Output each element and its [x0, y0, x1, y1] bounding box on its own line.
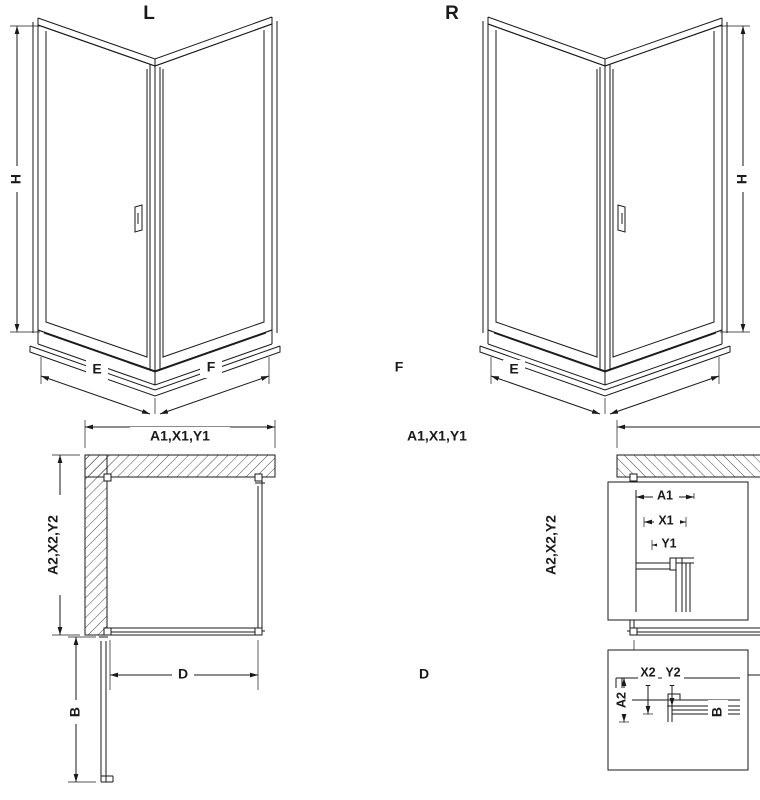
door-handle-left	[135, 205, 142, 232]
label-E-left: E	[92, 360, 102, 377]
label-A1X1Y1-left: A1,X1,Y1	[150, 427, 210, 444]
bottom-left-plan-view	[52, 420, 275, 782]
door-handle-right	[618, 205, 625, 232]
label-B-left: B	[66, 706, 83, 718]
label-Y1-detail: Y1	[661, 536, 677, 551]
label-handing-left: L	[143, 3, 155, 25]
wall-hatch-top	[85, 455, 275, 477]
label-F-left: F	[206, 358, 216, 375]
top-right-3d-view	[480, 17, 750, 414]
label-X2-detail: X2	[640, 665, 656, 680]
enclosure-plan-outline	[107, 477, 262, 635]
label-H-right: H	[733, 173, 750, 185]
label-A2X2Y2-right: A2,X2,Y2	[542, 515, 559, 575]
label-handing-right: R	[445, 3, 459, 25]
label-A2X2Y2-left: A2,X2,Y2	[44, 515, 61, 575]
label-Y2-detail: Y2	[665, 665, 681, 680]
label-H-left: H	[7, 173, 24, 185]
frame-inner-left	[46, 31, 147, 357]
label-X1-detail: X1	[658, 513, 674, 528]
glass-panel-left-side	[155, 24, 272, 371]
wall-hatch-left	[85, 455, 107, 635]
label-F-right: F	[394, 358, 404, 375]
glass-panel-left-front	[38, 25, 155, 371]
top-left-3d-view	[7, 17, 280, 414]
label-D-right: D	[418, 665, 430, 682]
label-D-left: D	[177, 665, 189, 682]
label-E-right: E	[509, 360, 519, 377]
label-A2-detail: A2	[614, 692, 629, 708]
label-A1-detail: A1	[657, 488, 673, 503]
frame-inner-right	[163, 30, 264, 357]
label-B-right: B	[708, 706, 725, 718]
dimension-A1X1Y1-right	[617, 420, 760, 448]
label-A1X1Y1-right: A1,X1,Y1	[407, 427, 467, 444]
door-leaf-open-left	[99, 637, 113, 782]
